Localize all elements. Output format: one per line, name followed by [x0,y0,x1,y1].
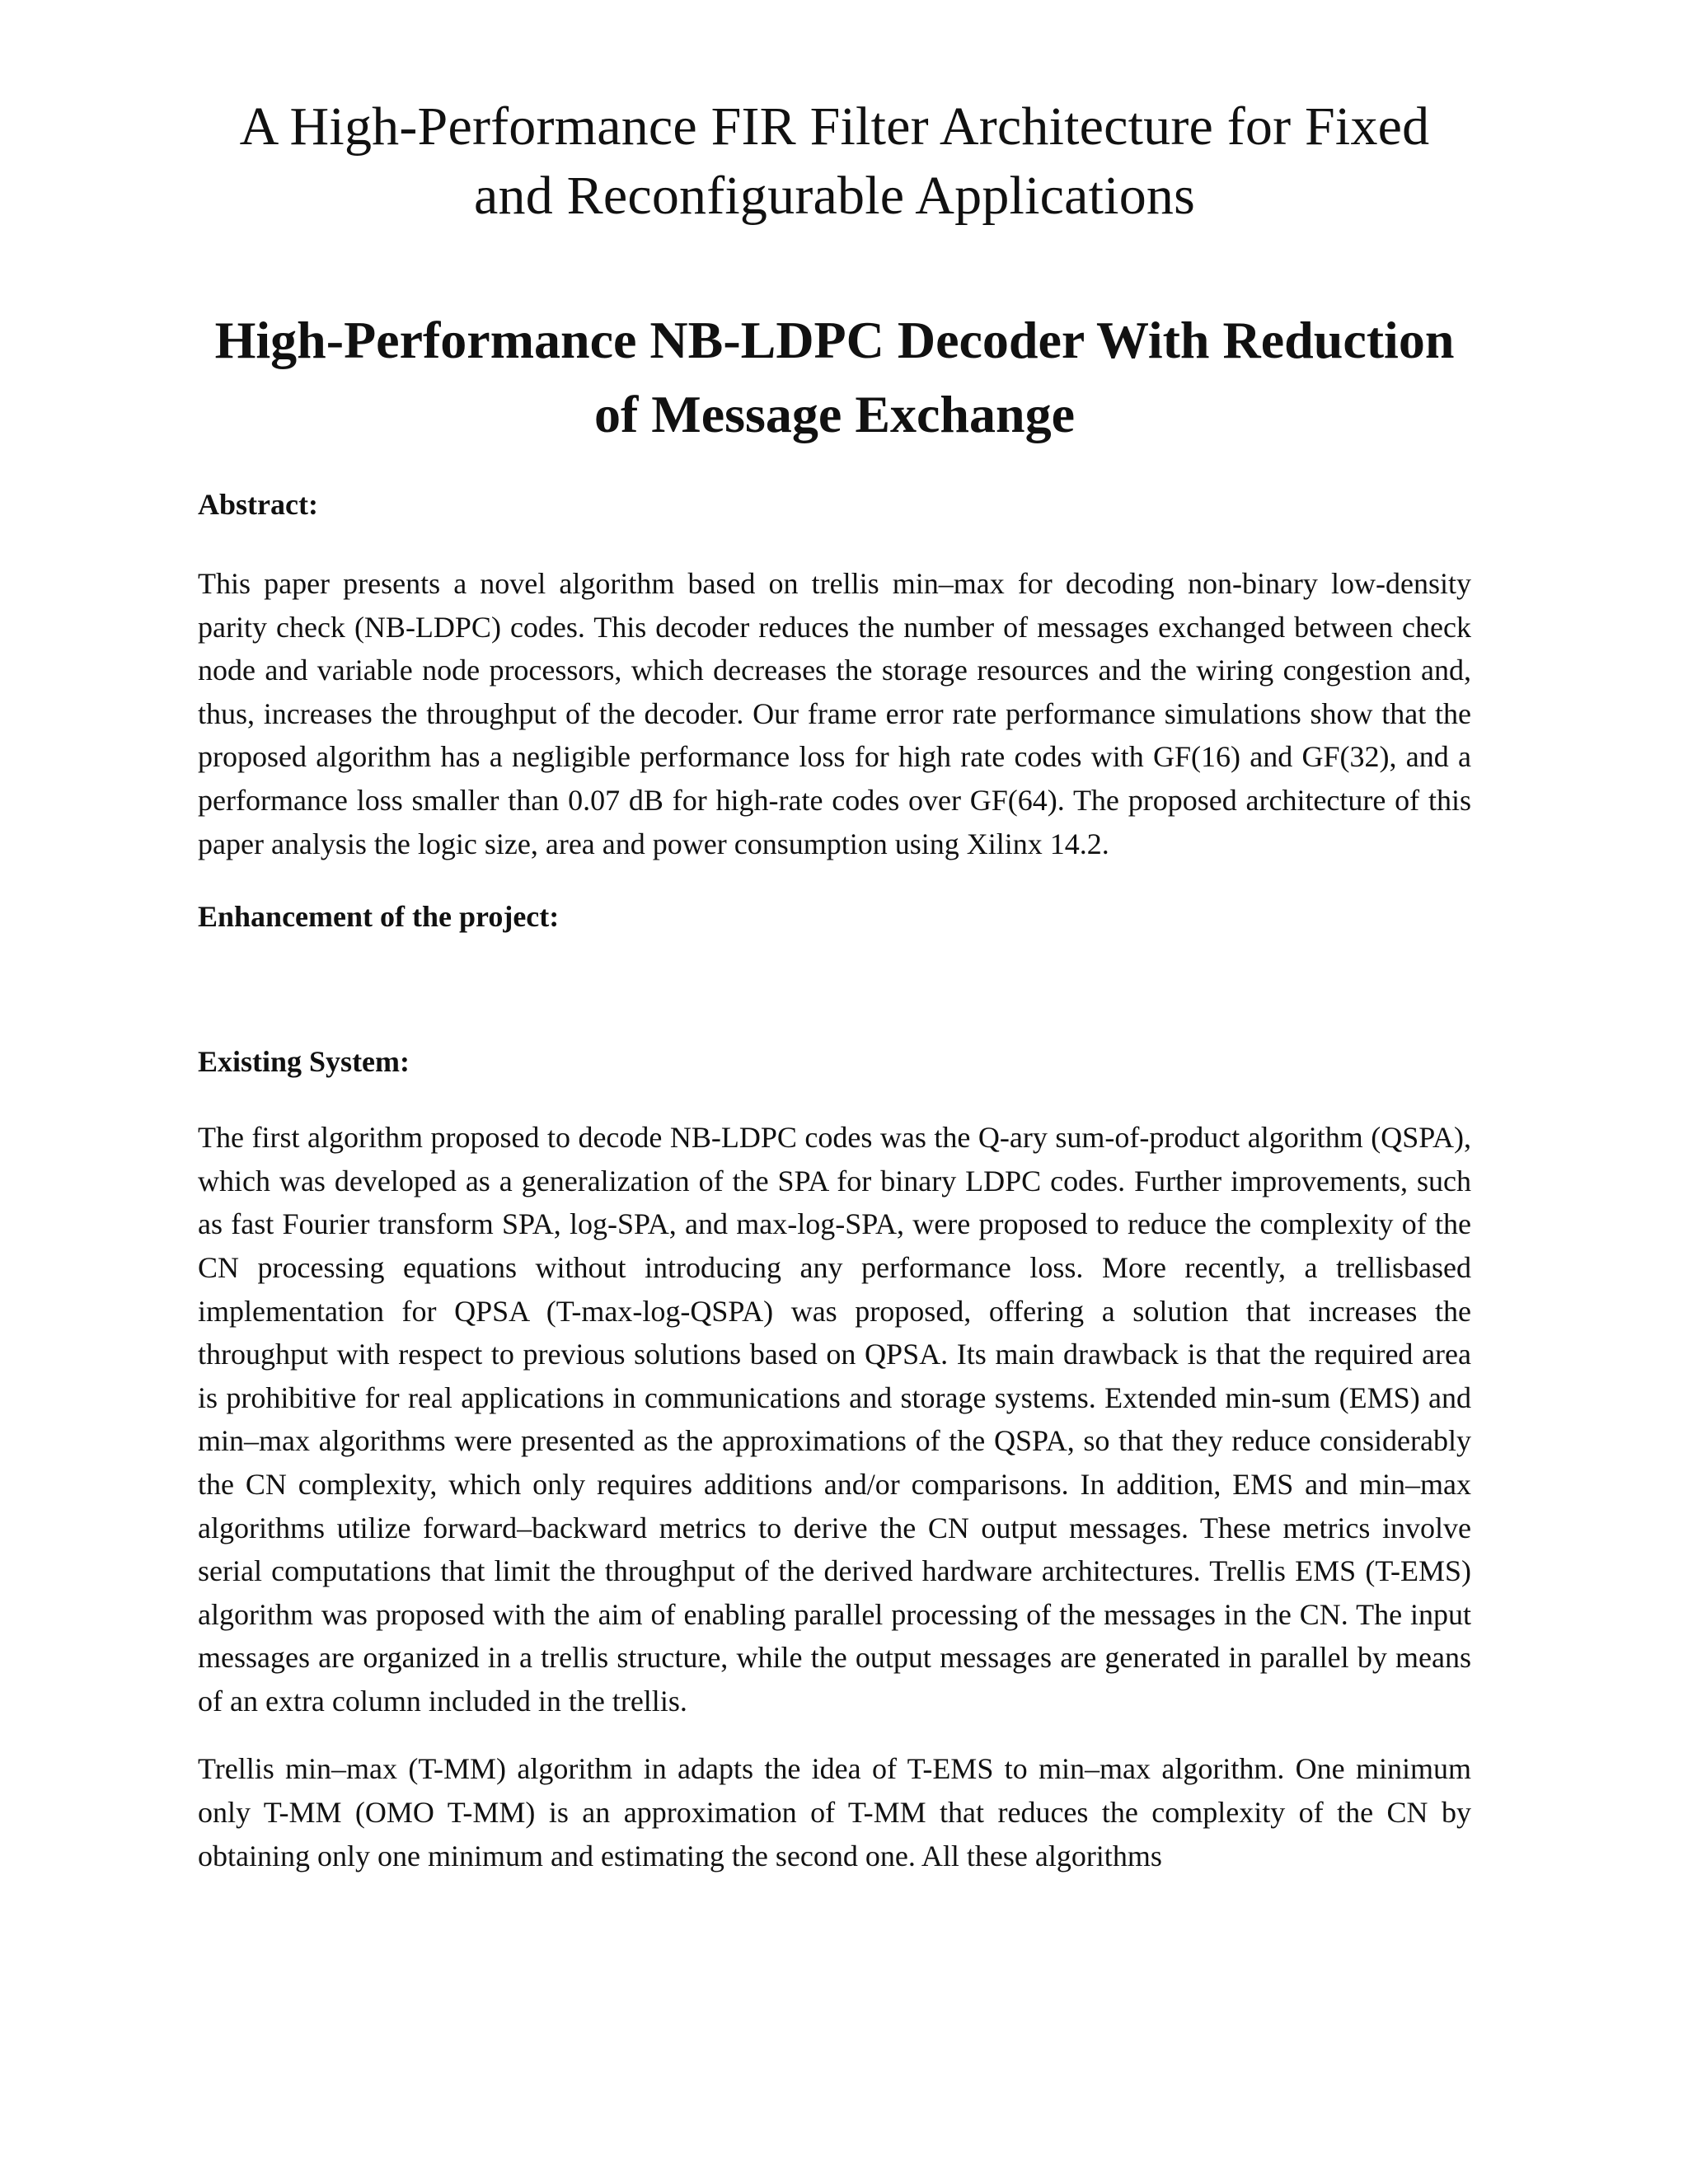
abstract-heading: Abstract: [198,488,318,521]
paper-title: High-Performance NB-LDPC Decoder With Reduction of Message Exchange [214,311,1455,443]
document-body [198,92,1471,1877]
abstract-paragraph: This paper presents a novel algorithm based on trellis min–max for decoding non-binary low-density parity check (NB-LDPC) codes. This decoder reduces the number of messages exchanged between check node and variable node processors, which decreases the storage resources and the wiring congestion and, thus, increases the throughput of the decoder. Our frame error rate performance simulations show that the proposed algorithm has a negligible performance loss for high rate codes with GF(16) and GF(32), and a performance loss smaller than 0.07 dB for high-rate codes over GF(64). The proposed architecture of this paper analysis the logic size, area and power consumption using Xilinx 14.2. [198,567,1471,860]
existing-system-paragraph: The first algorithm proposed to decode NB-LDPC codes was the Q-ary sum-of-product algorithm (QSPA), which was developed as a generalization of the SPA for binary LDPC codes. Further improvements, such as fast Fourier transform SPA, log-SPA, and max-log-SPA, were proposed to reduce the complexity of the CN processing equations without introducing any performance loss. More recently, a trellisbased implementation for QPSA (T-max-log-QSPA) was proposed, offering a solution that increases the throughput with respect to previous solutions based on QPSA. Its main drawback is that the required area is prohibitive for real applications in communications and storage systems. Extended min-sum (EMS) and min–max algorithms were presented as the approximations of the QSPA, so that they reduce considerably the CN complexity, which only requires additions and/or comparisons. In addition, EMS and min–max algorithms utilize forward–backward metrics to derive the CN output messages. These metrics involve serial computations that limit the throughput of the derived hardware architectures. Trellis EMS (T-EMS) algorithm was proposed with the aim of enabling parallel processing of the messages in the CN. The input messages are organized in a trellis structure, while the output messages are generated in parallel by means of an extra column included in the trellis. [198,1121,1471,1718]
existing-system-heading: Existing System: [198,1045,410,1079]
document-super-title: A High-Performance FIR Filter Architecture for Fixed and Reconfigurable Applications [239,96,1430,226]
existing-system-paragraph: Trellis min–max (T-MM) algorithm in adapts the idea of T-EMS to min–max algorithm. One minimum only T-MM (OMO T-MM) is an approximation of T-MM that reduces the complexity of the CN by obtaining only one minimum and estimating the second one. All these algorithms [198,1752,1471,1872]
enhancement-heading: Enhancement of the project: [198,900,560,934]
